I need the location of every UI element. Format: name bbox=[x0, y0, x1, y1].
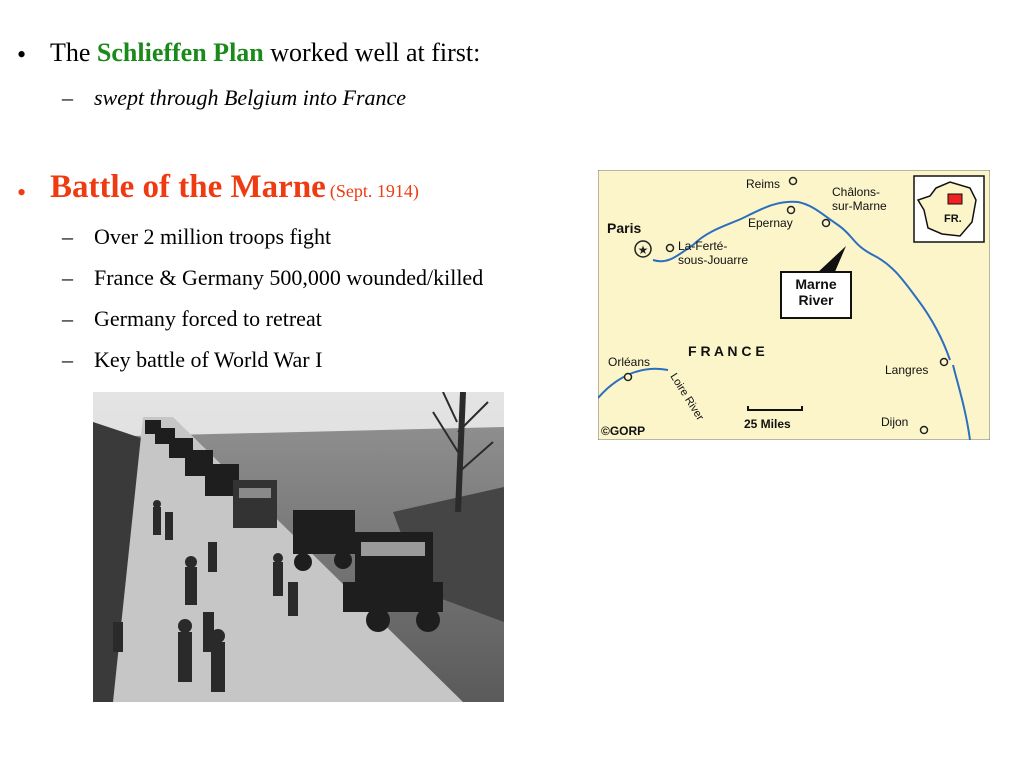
bullet-marne bbox=[50, 169, 419, 206]
sub-bullet-casualties: France & Germany 500,000 wounded/killed bbox=[94, 265, 484, 290]
battle-title: Battle of the Marne bbox=[50, 169, 326, 205]
marne-map bbox=[598, 170, 990, 440]
schlieffen-plan-highlight: Schlieffen Plan bbox=[96, 38, 264, 67]
sub-bullet-troops: Over 2 million troops fight bbox=[94, 224, 332, 249]
label-laferte: La-Ferté-sous-Jouarre bbox=[678, 239, 749, 267]
label-chalons: Châlons-sur-Marne bbox=[832, 185, 887, 213]
label-credit: ©GORP bbox=[601, 424, 646, 438]
star-icon: ★ bbox=[637, 243, 649, 257]
marne-taxis-photo bbox=[93, 392, 504, 702]
sub-bullet-retreat: Germany forced to retreat bbox=[94, 306, 322, 331]
label-langres: Langres bbox=[885, 363, 929, 377]
laferte-marker bbox=[667, 245, 674, 252]
reims-marker bbox=[790, 178, 797, 185]
epernay-marker bbox=[788, 207, 795, 214]
chalons-marker bbox=[823, 220, 830, 227]
bullet-prefix: The bbox=[50, 38, 97, 67]
battle-date: (Sept. 1914) bbox=[329, 181, 419, 201]
orleans-marker bbox=[625, 374, 632, 381]
label-epernay: Epernay bbox=[748, 216, 793, 230]
dash: – bbox=[62, 224, 73, 249]
label-reims: Reims bbox=[746, 177, 781, 191]
sub-bullet-key-battle: Key battle of World War I bbox=[94, 347, 323, 372]
label-paris: Paris bbox=[607, 220, 642, 236]
label-loire: Loire River bbox=[667, 371, 706, 423]
label-orleans: Orléans bbox=[608, 355, 651, 369]
label-inset: FR. bbox=[944, 213, 962, 225]
label-scale: 25 Miles bbox=[744, 417, 791, 431]
label-country: F R A N C E bbox=[688, 343, 765, 359]
dash: – bbox=[62, 265, 73, 290]
langres-marker bbox=[941, 359, 948, 366]
dijon-marker bbox=[921, 427, 928, 434]
marne-callout-text: Marne River bbox=[795, 276, 837, 308]
bullet-dot: • bbox=[17, 178, 27, 207]
dash: – bbox=[62, 306, 73, 331]
inset-marker bbox=[948, 194, 962, 204]
bullet-suffix: worked well at first: bbox=[263, 38, 481, 67]
dash: – bbox=[62, 85, 73, 110]
bullet-schlieffen bbox=[50, 38, 480, 68]
dash: – bbox=[62, 347, 73, 372]
sub-bullet-swept: swept through Belgium into France bbox=[94, 85, 407, 110]
bullet-dot: • bbox=[17, 40, 27, 69]
label-dijon: Dijon bbox=[881, 415, 909, 429]
